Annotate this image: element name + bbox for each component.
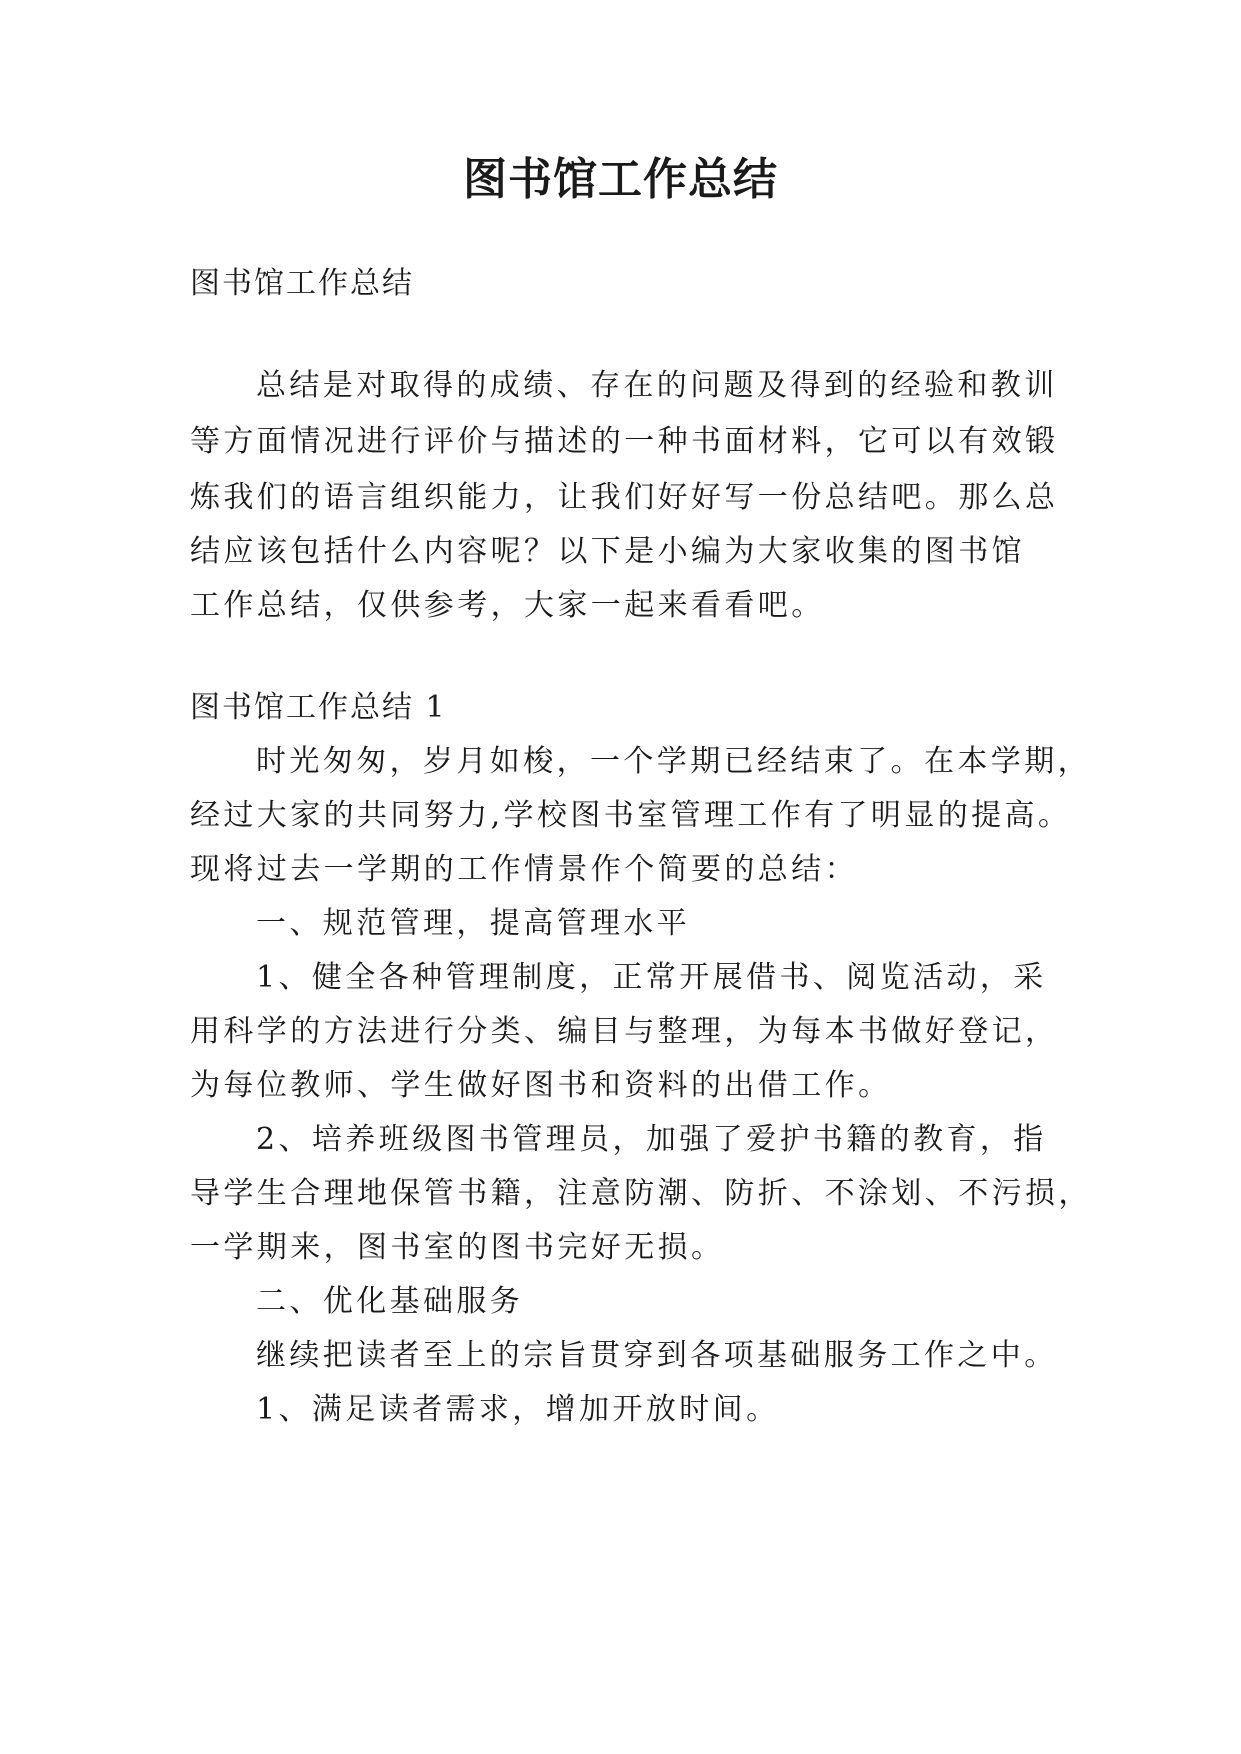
item-line: 1、健全各种管理制度，正常开展借书、阅览活动，采	[256, 960, 1047, 995]
document-title: 图书馆工作总结	[463, 154, 778, 205]
part-heading: 二、优化基础服务	[256, 1284, 524, 1319]
intro-line: 等方面情况进行评价与描述的一种书面材料，它可以有效锻	[190, 424, 1059, 459]
section-line: 经过大家的共同努力,学校图书室管理工作有了明显的提高。	[190, 798, 1072, 833]
section-heading: 图书馆工作总结 1	[190, 690, 447, 725]
item-line: 2、培养班级图书管理员，加强了爱护书籍的教育，指	[256, 1122, 1047, 1157]
document-subtitle: 图书馆工作总结	[190, 266, 414, 301]
paragraph-line: 继续把读者至上的宗旨贯穿到各项基础服务工作之中。	[256, 1338, 1058, 1373]
section-line: 时光匆匆，岁月如梭，一个学期已经结束了。在本学期，	[256, 744, 1091, 779]
part-heading: 一、规范管理，提高管理水平	[256, 906, 691, 941]
item-line: 为每位教师、学生做好图书和资料的出借工作。	[190, 1068, 892, 1103]
section-line: 现将过去一学期的工作情景作个简要的总结：	[190, 852, 858, 887]
item-line: 用科学的方法进行分类、编目与整理，为每本书做好登记，	[190, 1014, 1059, 1049]
intro-line: 总结是对取得的成绩、存在的问题及得到的经验和教训	[256, 368, 1058, 403]
intro-line: 炼我们的语言组织能力，让我们好好写一份总结吧。那么总	[190, 480, 1059, 515]
item-line: 一学期来，图书室的图书完好无损。	[190, 1230, 725, 1265]
intro-line: 工作总结，仅供参考，大家一起来看看吧。	[190, 588, 825, 623]
item-line: 导学生合理地保管书籍，注意防潮、防折、不涂划、不污损，	[190, 1176, 1092, 1211]
intro-line: 结应该包括什么内容呢？以下是小编为大家收集的图书馆	[190, 534, 1025, 569]
item-line: 1、满足读者需求，增加开放时间。	[256, 1392, 780, 1427]
